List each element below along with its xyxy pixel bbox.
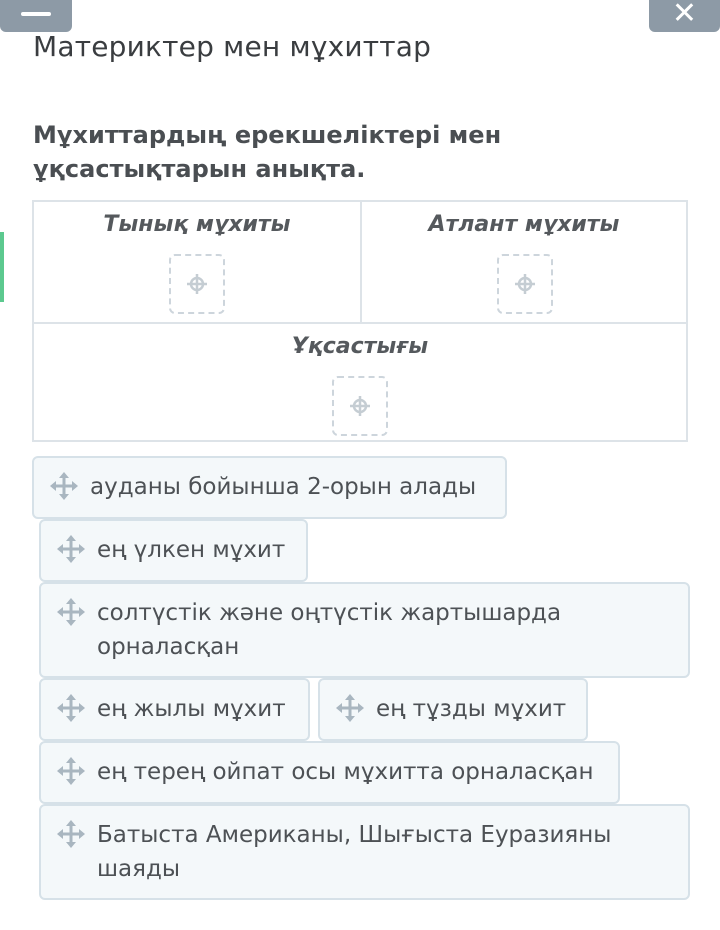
answer-card-label: солтүстік және оңтүстік жартышарда орналасқан (97, 600, 562, 660)
crosshair-icon (186, 273, 208, 295)
answer-card-2[interactable] (39, 519, 308, 582)
cell-label-pacific: Тынық мұхиты (103, 212, 291, 237)
move-arrows-icon (57, 757, 85, 795)
cell-pacific (34, 202, 360, 322)
crosshair-icon (514, 273, 536, 295)
answer-card-label: ең үлкен мұхит (97, 537, 286, 563)
drop-zone-pacific[interactable] (169, 254, 225, 314)
answer-card-label: ең терең ойпат осы мұхитта орналасқан (97, 759, 594, 785)
answer-card-label: ең тұзды мұхит (376, 696, 567, 722)
task-instruction: Мұхиттардың ерекшеліктері мен ұқсастықтарын анықта. (33, 121, 502, 183)
answer-card-label: ауданы бойынша 2-орын алады (90, 474, 477, 500)
move-arrows-icon (57, 535, 85, 573)
move-arrows-icon (50, 472, 78, 510)
cell-common (34, 324, 686, 440)
answer-card-4[interactable] (39, 678, 310, 741)
close-button[interactable] (649, 0, 720, 32)
answer-card-label: ең жылы мұхит (97, 696, 286, 722)
drop-zone-common[interactable] (332, 376, 388, 436)
move-arrows-icon (57, 598, 85, 636)
left-accent-bar (0, 232, 4, 302)
hamburger-icon (21, 12, 51, 16)
drop-grid (32, 200, 688, 442)
crosshair-icon (349, 395, 371, 417)
close-icon: ✕ (671, 0, 698, 31)
answer-card-6[interactable] (39, 741, 620, 804)
menu-button[interactable] (0, 0, 72, 32)
move-arrows-icon (57, 694, 85, 732)
answer-card-label: Батыста Американы, Шығыста Еуразияны шаяды (97, 822, 612, 882)
answer-card-1[interactable] (32, 456, 507, 519)
answer-card-3[interactable] (39, 582, 690, 678)
cell-label-atlantic: Атлант мұхиты (428, 212, 620, 237)
drop-zone-atlantic[interactable] (497, 254, 553, 314)
answer-card-7[interactable] (39, 804, 690, 900)
page-title: Материктер мен мұхиттар (33, 30, 432, 63)
move-arrows-icon (57, 820, 85, 858)
answer-card-5[interactable] (318, 678, 588, 741)
move-arrows-icon (336, 694, 364, 732)
cell-atlantic (362, 202, 686, 322)
cell-label-common: Ұқсастығы (291, 334, 429, 359)
